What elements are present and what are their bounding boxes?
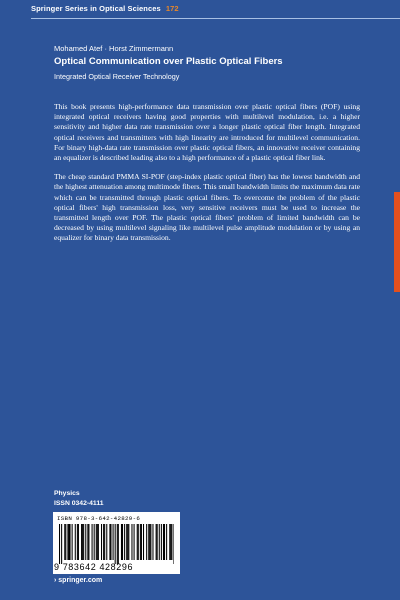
barcode-bar (122, 524, 123, 560)
barcode-bar (121, 524, 122, 560)
barcode-bar (131, 524, 132, 560)
barcode-bar (166, 524, 167, 560)
barcode-bar (138, 524, 139, 560)
barcode-bar (87, 524, 88, 560)
barcode-bar (171, 524, 172, 560)
barcode-bar (169, 524, 170, 560)
book-subtitle: Integrated Optical Receiver Technology (54, 72, 180, 81)
barcode-box (53, 512, 180, 574)
barcode-bar (164, 524, 165, 560)
barcode-bar (88, 524, 89, 560)
authors: Mohamed Atef · Horst Zimmermann (54, 44, 174, 53)
barcode-bar (96, 524, 97, 560)
barcode-bar (75, 524, 76, 560)
barcode-bar (159, 524, 160, 560)
barcode-bar (146, 524, 147, 560)
blurb-paragraph-2: The cheap standard PMMA SI-POF (step-index plastic optical fiber) has the lowest bandwidth and the highest attenuation among multimode fibers. This small bandwidth limits the maximum data rate which can be transmitted through plastic optical fibers. To overcome the problem of the plastic optical fibers' high transmission loss, very sensitive receivers must be used to increase the transmitted length over POF. The plastic optical fibers' problem of limited bandwidth can be decreased by using multilevel signaling like multilevel pulse amplitude modulation or by using an equalizer for binary data transmission. (54, 172, 360, 243)
barcode-bar (101, 524, 102, 560)
barcode-bar (67, 524, 68, 560)
series-divider (31, 18, 400, 19)
barcode-bar (141, 524, 142, 560)
barcode-bar (109, 524, 110, 560)
barcode-bar (64, 524, 65, 560)
barcode-bar (124, 524, 125, 560)
barcode-bar (115, 524, 116, 564)
barcode-bar (78, 524, 79, 560)
barcode-bar (140, 524, 141, 560)
barcode-bar (77, 524, 78, 560)
barcode-bar (113, 524, 114, 560)
barcode-bar (70, 524, 71, 560)
barcode-bar (152, 524, 153, 560)
series-name: Springer Series in Optical Sciences (31, 4, 161, 13)
barcode-bar (156, 524, 157, 560)
barcode-bar (137, 524, 138, 560)
blurb-paragraph-1: This book presents high-performance data transmission over plastic optical fibers (POF) using integrated optical receivers having good properties with multilevel modulation, i.e. a higher sensitivity and higher data rate transmission over a longer plastic optical fiber length. Integrated optical receivers and transmitters with high linearity are introduced for multilevel communication. For binary high-data rate transmission over plastic optical fibers, an innovative receiver containing an equalizer is described leading also to a high performance of a plastic optical fiber link. (54, 102, 360, 163)
ean-number: 9 783642 428296 (54, 562, 134, 572)
barcode-bar (65, 524, 66, 560)
barcode-bar (104, 524, 105, 560)
barcode-bar (92, 524, 93, 560)
barcode-bar (170, 524, 171, 560)
barcode-bar (82, 524, 83, 560)
barcode-bar (127, 524, 128, 560)
barcode-bar (106, 524, 107, 560)
barcode-bar (150, 524, 151, 560)
series-line (31, 4, 179, 13)
series-number: 172 (165, 4, 179, 13)
barcode-bar (148, 524, 149, 560)
barcode-bar (157, 524, 158, 560)
isbn-label: ISBN 978-3-642-42829-6 (57, 515, 141, 522)
barcode-bar (161, 524, 162, 560)
book-title: Optical Communication over Plastic Optical Fibers (54, 56, 283, 67)
issn-label: ISSN 0342-4111 (54, 500, 104, 507)
barcode-bar (118, 524, 119, 564)
barcode-bar (117, 524, 118, 564)
barcode-bar (149, 524, 150, 560)
barcode-bar (103, 524, 104, 560)
barcode-bar (72, 524, 73, 560)
barcode-bar (61, 524, 62, 564)
barcode-bar (173, 524, 174, 564)
barcode-bar (98, 524, 99, 560)
barcode-bar (85, 524, 86, 560)
barcode-bar (59, 524, 60, 564)
website-link[interactable]: › springer.com (54, 577, 103, 584)
barcode-bar (83, 524, 84, 560)
barcode-bar (163, 524, 164, 560)
category-label: Physics (54, 490, 80, 497)
barcode-bar (134, 524, 135, 560)
blurb (54, 102, 360, 253)
barcode-bar (68, 524, 69, 560)
barcode-bars (59, 524, 174, 564)
barcode-bar (143, 524, 144, 560)
barcode-bar (110, 524, 111, 560)
barcode-bar (81, 524, 82, 560)
orange-edge-tab (394, 192, 400, 292)
barcode-bar (128, 524, 129, 560)
barcode-bar (94, 524, 95, 560)
barcode-bar (97, 524, 98, 560)
barcode-bar (126, 524, 127, 560)
